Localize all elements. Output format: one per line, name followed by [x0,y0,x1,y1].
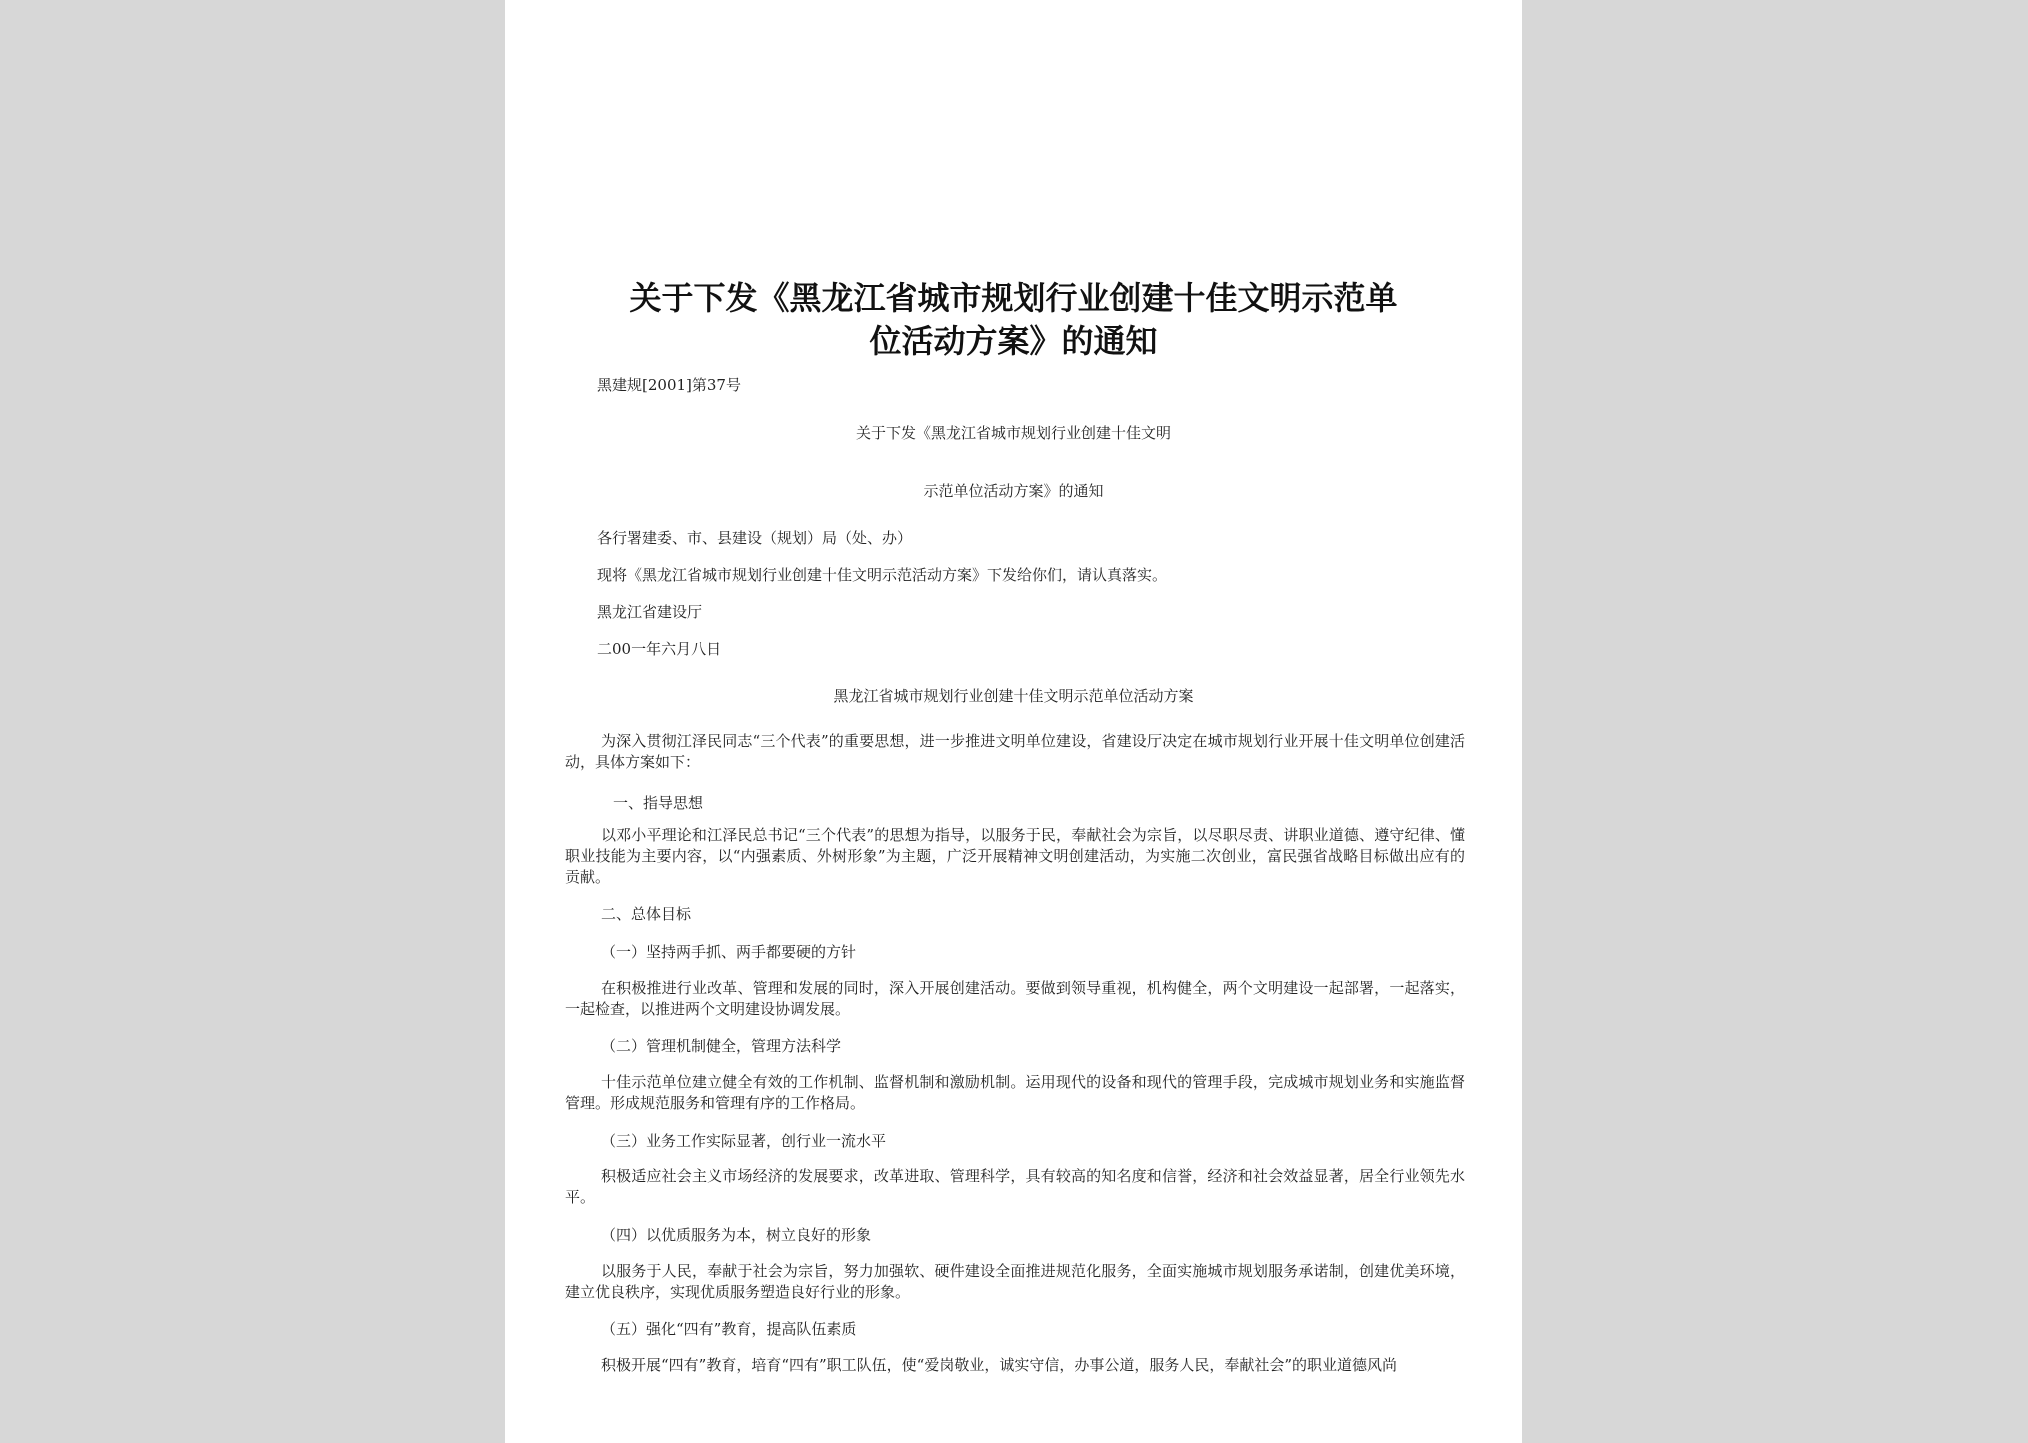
subsection-2-heading: （二）管理机制健全，管理方法科学 [601,1037,842,1055]
section-1-body: 以邓小平理论和江泽民总书记“三个代表”的思想为指导，以服务于民，奉献社会为宗旨，以尽职尽责、讲职业道德、遵守纪律、懂职业技能为主要内容，以“内强素质、外树形象”为主题，广泛开展精神文明创建活动，为实施二次创业，富民强省战略目标做出应有的贡献。 [565,826,1465,886]
subtitle-line-1: 关于下发《黑龙江省城市规划行业创建十佳文明 [855,424,1171,442]
intro-paragraph: 为深入贯彻江泽民同志“三个代表”的重要思想，进一步推进文明单位建设，省建设厅决定在城市规划行业开展十佳文明单位创建活动，具体方案如下： [565,732,1465,771]
subsection-2-body: 十佳示范单位建立健全有效的工作机制、监督机制和激励机制。运用现代的设备和现代的管理手段，完成城市规划业务和实施监督管理。形成规范服务和管理有序的工作格局。 [565,1073,1465,1112]
subsection-4-body: 以服务于人民，奉献于社会为宗旨，努力加强软、硬件建设全面推进规范化服务，全面实施城市规划服务承诺制，创建优美环境，建立优良秩序，实现优质服务塑造良好行业的形象。 [565,1262,1465,1301]
subtitle-line-2: 示范单位活动方案》的通知 [923,482,1104,500]
issuer: 黑龙江省建设厅 [597,603,703,621]
subsection-1-heading: （一）坚持两手抓、两手都要硬的方针 [601,943,857,961]
subsection-3-body: 积极适应社会主义市场经济的发展要求，改革进取、管理科学，具有较高的知名度和信誉，经济和社会效益显著，居全行业领先水平。 [565,1167,1465,1206]
plan-title: 黑龙江省城市规划行业创建十佳文明示范单位活动方案 [833,687,1194,705]
subsection-4-heading: （四）以优质服务为本，树立良好的形象 [601,1226,872,1244]
subsection-3-heading: （三）业务工作实际显著，创行业一流水平 [601,1132,887,1150]
section-1-heading: 一、指导思想 [613,794,704,812]
recipients: 各行署建委、市、县建设（规划）局（处、办） [597,529,913,547]
document-number: 黑建规[2001]第37号 [597,376,741,394]
issue-date: 二00一年六月八日 [597,640,722,658]
subsection-5-heading: （五）强化“四有”教育，提高队伍素质 [601,1320,857,1338]
instruction: 现将《黑龙江省城市规划行业创建十佳文明示范活动方案》下发给你们，请认真落实。 [597,566,1168,584]
document-title-line-2: 位活动方案》的通知 [869,322,1158,360]
subsection-1-body: 在积极推进行业改革、管理和发展的同时，深入开展创建活动。要做到领导重视，机构健全，两个文明建设一起部署，一起落实，一起检查，以推进两个文明建设协调发展。 [565,979,1465,1018]
section-2-heading: 二、总体目标 [601,905,692,923]
subsection-5-body: 积极开展“四有”教育，培育“四有”职工队伍，使“爱岗敬业，诚实守信，办事公道，服务人民，奉献社会”的职业道德风尚 [601,1356,1398,1374]
document-title-line-1: 关于下发《黑龙江省城市规划行业创建十佳文明示范单 [629,279,1398,317]
document-page [505,0,1522,1443]
